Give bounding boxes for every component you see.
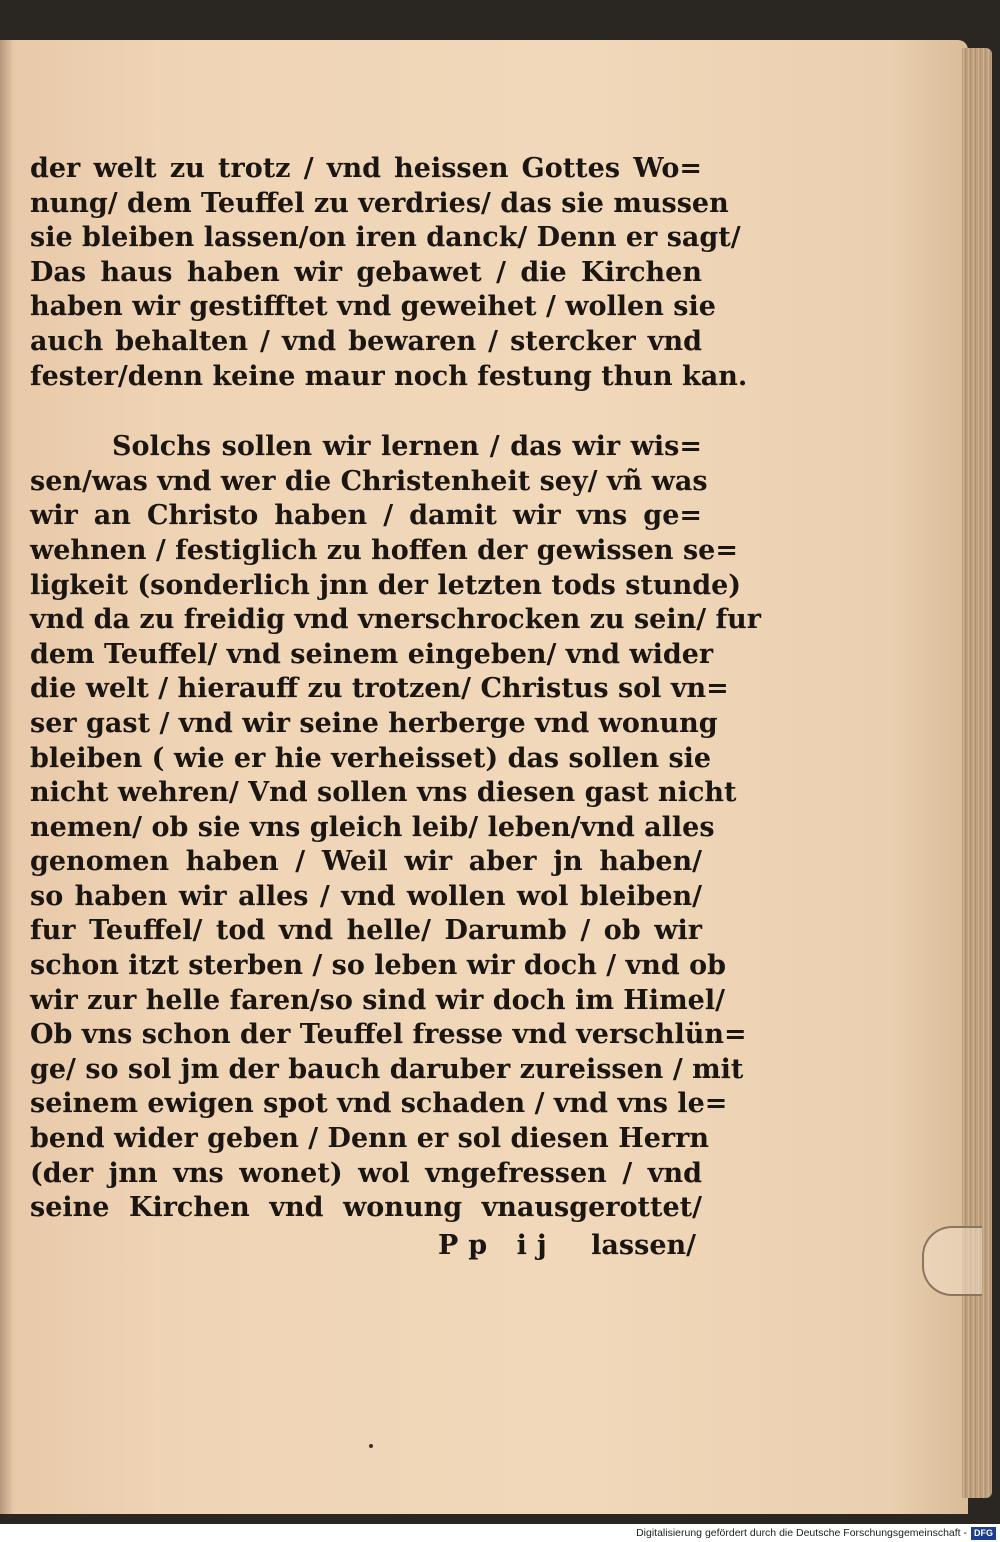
text-line: (der jnn vns wonet) wol vngefressen / vnd bbox=[30, 1157, 702, 1189]
text-line: haben wir gestifftet vnd geweihet / wollen sie bbox=[30, 291, 716, 323]
text-line: seine Kirchen vnd wonung vnausgerottet/ bbox=[30, 1192, 702, 1224]
text-line: wehnen / festiglich zu hoffen der gewissen se= bbox=[30, 534, 738, 566]
text-line: Ob vns schon der Teuffel fresse vnd verschlün= bbox=[30, 1019, 747, 1051]
text-line: ge/ so sol jm der bauch daruber zureissen / mit bbox=[30, 1053, 744, 1085]
catchword: lassen/ bbox=[591, 1229, 696, 1261]
text-line: ligkeit (sonderlich jnn der letzten tods stunde) bbox=[30, 569, 742, 601]
page-foot bbox=[30, 1226, 702, 1266]
text-line: die welt / hierauff zu trotzen/ Christus sol vn= bbox=[30, 673, 729, 705]
text-line: wir an Christo haben / damit wir vns ge= bbox=[30, 500, 702, 532]
signature-mark: Pp ij bbox=[438, 1229, 557, 1261]
digitization-credit bbox=[0, 1524, 1000, 1542]
text-line: nicht wehren/ Vnd sollen vns diesen gast nicht bbox=[30, 777, 737, 809]
text-line: schon itzt sterben / so leben wir doch / vnd ob bbox=[30, 950, 727, 982]
text-line: nung/ dem Teuffel zu verdries/ das sie mussen bbox=[30, 187, 729, 219]
paragraph-2 bbox=[30, 430, 761, 1226]
text-line: ser gast / vnd wir seine herberge vnd wonung bbox=[30, 707, 718, 739]
text-line: so haben wir alles / vnd wollen wol bleiben/ bbox=[30, 880, 702, 912]
paragraph-gap bbox=[30, 394, 702, 430]
text-line: fur Teuffel/ tod vnd helle/ Darumb / ob wir bbox=[30, 915, 702, 947]
text-block bbox=[30, 152, 761, 1266]
text-line: der welt zu trotz / vnd heissen Gottes Wo= bbox=[30, 153, 702, 184]
text-line: bleiben ( wie er hie verheisset) das sollen sie bbox=[30, 742, 712, 774]
text-line: auch behalten / vnd bewaren / stercker vnd bbox=[30, 325, 702, 357]
gutter-shadow bbox=[0, 40, 14, 1514]
page-clip bbox=[922, 1226, 982, 1296]
text-line: seinem ewigen spot vnd schaden / vnd vns le= bbox=[30, 1088, 728, 1120]
text-line: sie bleiben lassen/on iren danck/ Denn er sagt/ bbox=[30, 222, 741, 254]
text-line: wir zur helle faren/so sind wir doch im Himel/ bbox=[30, 984, 725, 1016]
text-line: bend wider geben / Denn er sol diesen Herrn bbox=[30, 1123, 709, 1155]
paragraph-1 bbox=[30, 152, 748, 394]
credit-text: Digitalisierung gefördert durch die Deutsche Forschungsgemeinschaft - bbox=[636, 1527, 967, 1540]
text-line: genomen haben / Weil wir aber jn haben/ bbox=[30, 846, 702, 878]
ink-speck bbox=[369, 1444, 373, 1448]
text-line: sen/was vnd wer die Christenheit sey/ vñ was bbox=[30, 465, 708, 497]
text-line: Das haus haben wir gebawet / die Kirchen bbox=[30, 256, 702, 288]
dfg-logo: DFG bbox=[971, 1527, 996, 1540]
text-line: vnd da zu freidig vnd vnerschrocken zu sein/ fur bbox=[30, 604, 761, 636]
text-line: nemen/ ob sie vns gleich leib/ leben/vnd alles bbox=[30, 811, 715, 843]
text-line: Solchs sollen wir lernen / das wir wis= bbox=[112, 431, 702, 463]
text-line: dem Teuffel/ vnd seinem eingeben/ vnd wider bbox=[30, 638, 714, 670]
text-line: fester/denn keine maur noch festung thun kan. bbox=[30, 360, 748, 392]
